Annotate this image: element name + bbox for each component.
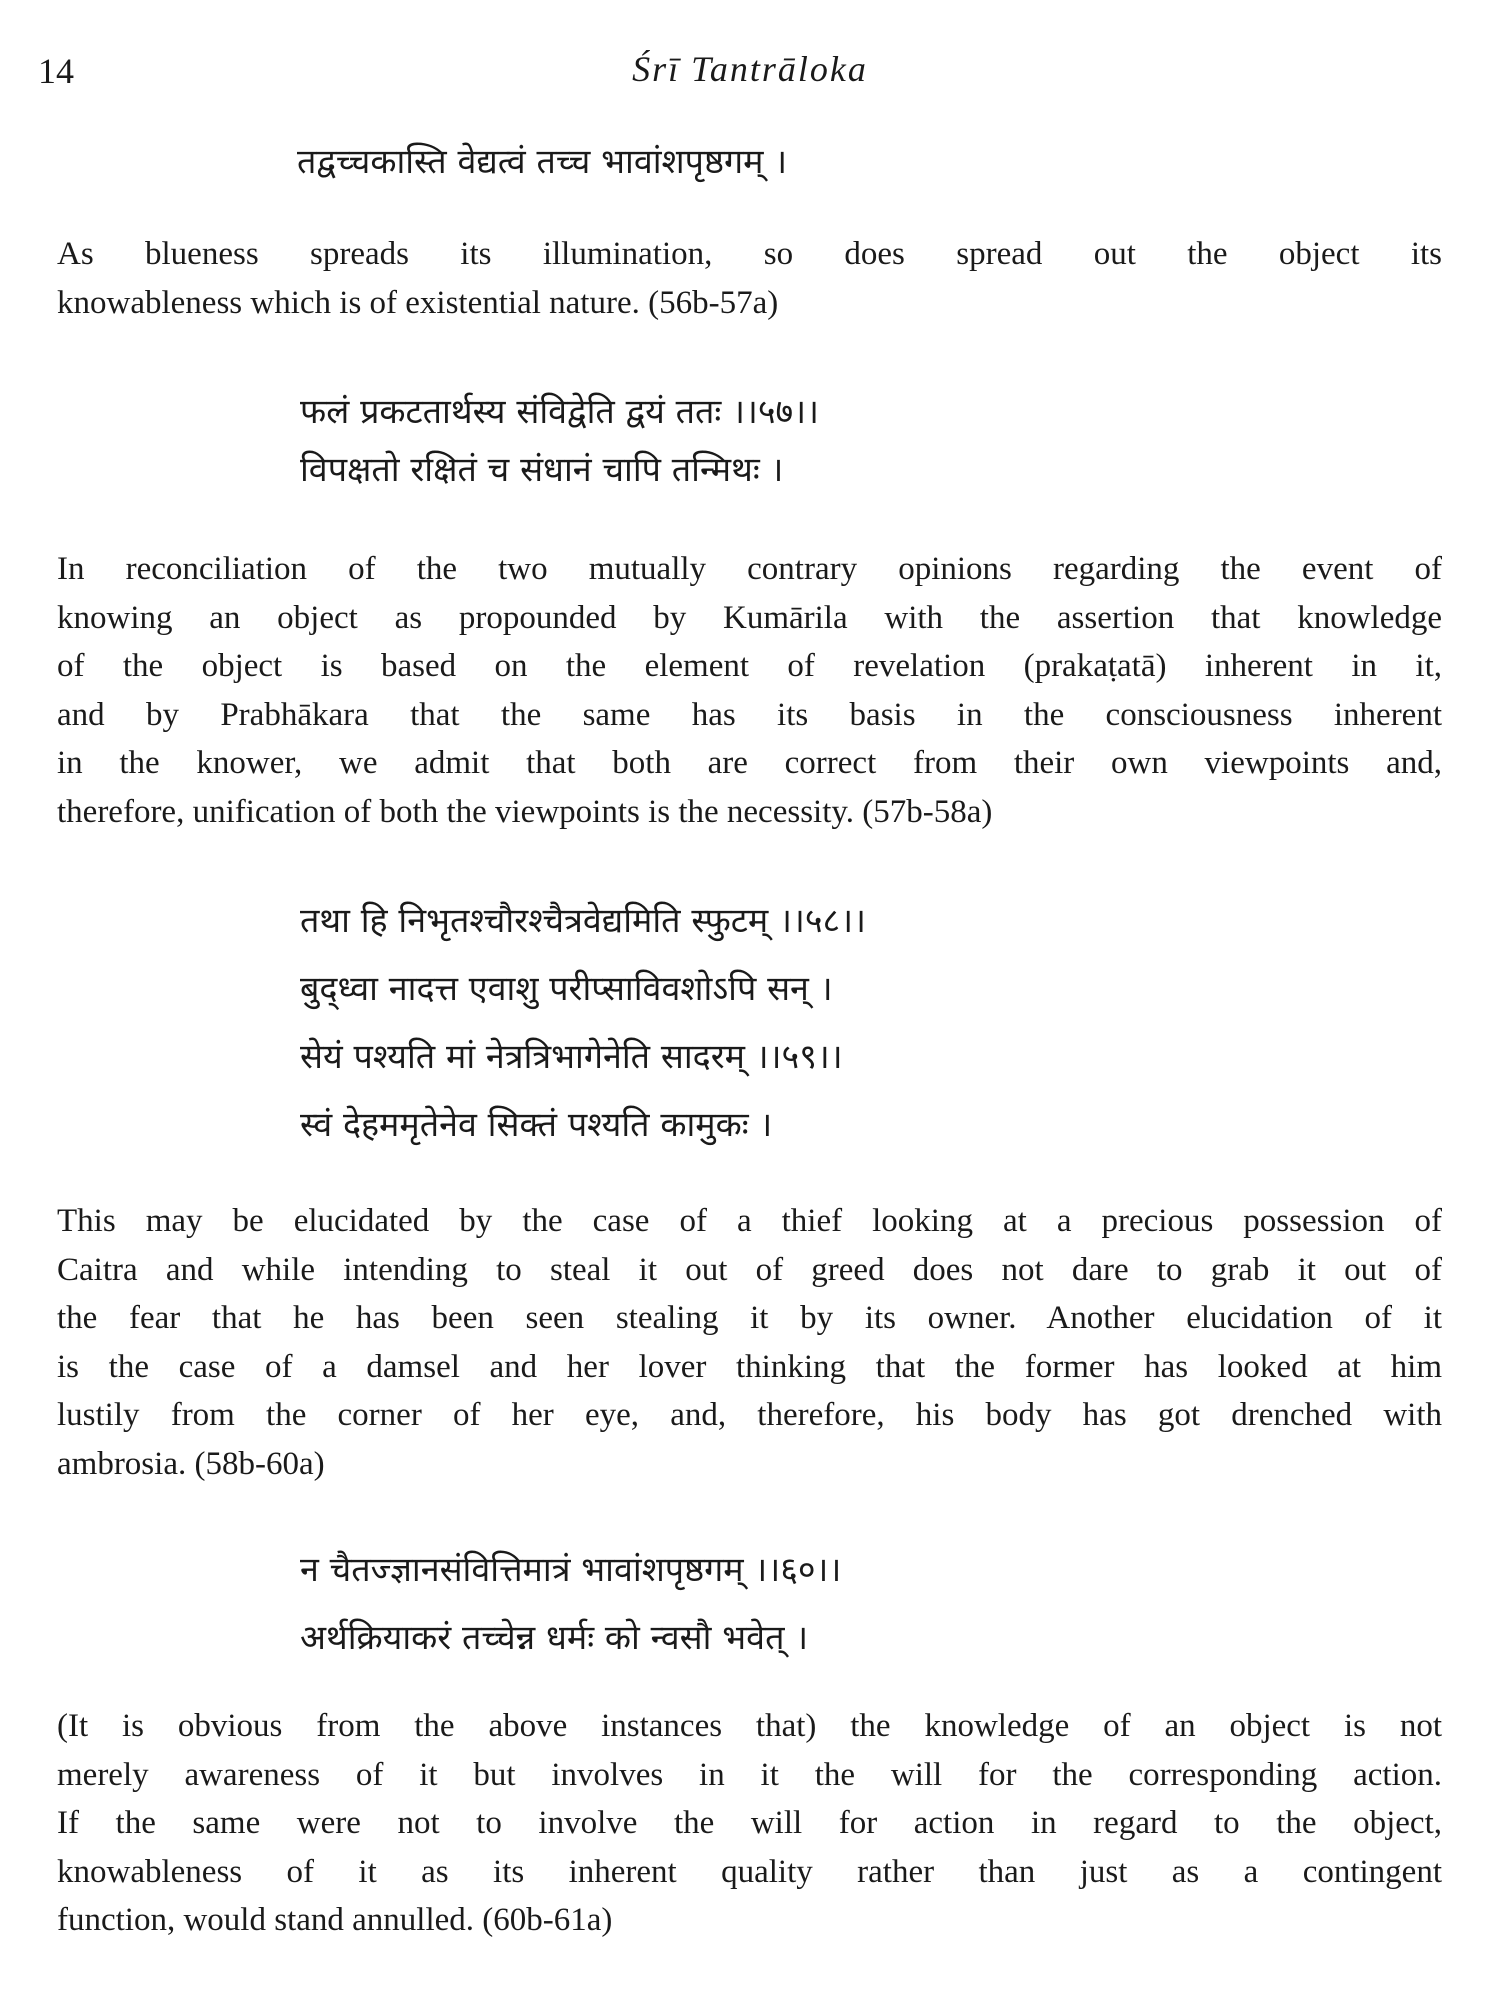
commentary-paragraph-4 bbox=[57, 1702, 1442, 1945]
paragraph-line: and by Prabhākara that the same has its basis in the consciousness inherent bbox=[57, 696, 1442, 733]
commentary-paragraph-3 bbox=[57, 1197, 1442, 1489]
paragraph-line: This may be elucidated by the case of a thief looking at a precious possession of bbox=[57, 1203, 1442, 1239]
verse-57 bbox=[0, 388, 1500, 494]
commentary-paragraph-1 bbox=[57, 230, 1442, 327]
verse-56b bbox=[0, 138, 1500, 186]
paragraph-line: In reconciliation of the two mutually contrary opinions regarding the event of bbox=[57, 551, 1442, 587]
paragraph-line: Caitra and while intending to steal it out of greed does not dare to grab it out of bbox=[57, 1251, 1442, 1288]
paragraph-line: therefore, unification of both the viewpoints is the necessity. (57b-58a) bbox=[57, 793, 993, 830]
verse-line: स्वं देहममृतेनेव सिक्तं पश्यति कामुकः । bbox=[300, 1105, 773, 1145]
paragraph-line: function, would stand annulled. (60b-61a) bbox=[57, 1902, 613, 1939]
verse-line: विपक्षतो रक्षितं च संधानं चापि तन्मिथः । bbox=[300, 450, 784, 490]
paragraph-line: knowing an object as propounded by Kumārila with the assertion that knowledge bbox=[57, 599, 1442, 636]
paragraph-line: As blueness spreads its illumination, so does spread out the object its bbox=[57, 236, 1442, 272]
verse-line: सेयं पश्यति मां नेत्रत्रिभागेनेति सादरम् ।।५९।। bbox=[300, 1037, 843, 1077]
verse-line: तथा हि निभृतश्चौरश्चैत्रवेद्यमिति स्फुटम् ।।५८।। bbox=[300, 901, 866, 941]
paragraph-line: is the case of a damsel and her lover thinking that the former has looked at him bbox=[57, 1348, 1442, 1385]
verse-60 bbox=[0, 1546, 1500, 1662]
paragraph-line: knowableness which is of existential nature. (56b-57a) bbox=[57, 284, 779, 321]
paragraph-line: merely awareness of it but involves in it the will for the corresponding action. bbox=[57, 1756, 1442, 1793]
verse-line: अर्थक्रियाकरं तच्चेन्न धर्मः को न्वसौ भवेत् । bbox=[300, 1618, 809, 1658]
verse-58-59 bbox=[0, 897, 1500, 1149]
verse-line: बुद्ध्वा नादत्त एवाशु परीप्साविवशोऽपि सन् । bbox=[300, 969, 833, 1009]
paragraph-line: ambrosia. (58b-60a) bbox=[57, 1445, 325, 1482]
paragraph-line: in the knower, we admit that both are correct from their own viewpoints and, bbox=[57, 745, 1442, 782]
verse-line: तद्वच्चकास्ति वेद्यत्वं तच्च भावांशपृष्ठगम् । bbox=[297, 142, 788, 182]
paragraph-line: the fear that he has been seen stealing it by its owner. Another elucidation of it bbox=[57, 1300, 1442, 1337]
page-number: 14 bbox=[38, 51, 74, 91]
paragraph-line: If the same were not to involve the will for action in regard to the object, bbox=[57, 1805, 1442, 1842]
running-title: Śrī Tantrāloka bbox=[632, 49, 868, 89]
paragraph-line: knowableness of it as its inherent quality rather than just as a contingent bbox=[57, 1853, 1442, 1890]
verse-line: न चैतज्ज्ञानसंवित्तिमात्रं भावांशपृष्ठगम् ।।६०।। bbox=[300, 1550, 842, 1590]
verse-line: फलं प्रकटतार्थस्य संविद्वेति द्वयं ततः ।।५७।। bbox=[300, 392, 819, 432]
paragraph-line: (It is obvious from the above instances that) the knowledge of an object is not bbox=[57, 1708, 1442, 1744]
commentary-paragraph-2 bbox=[57, 545, 1442, 837]
paragraph-line: of the object is based on the element of revelation (prakaṭatā) inherent in it, bbox=[57, 648, 1442, 685]
paragraph-line: lustily from the corner of her eye, and, therefore, his body has got drenched with bbox=[57, 1397, 1442, 1434]
